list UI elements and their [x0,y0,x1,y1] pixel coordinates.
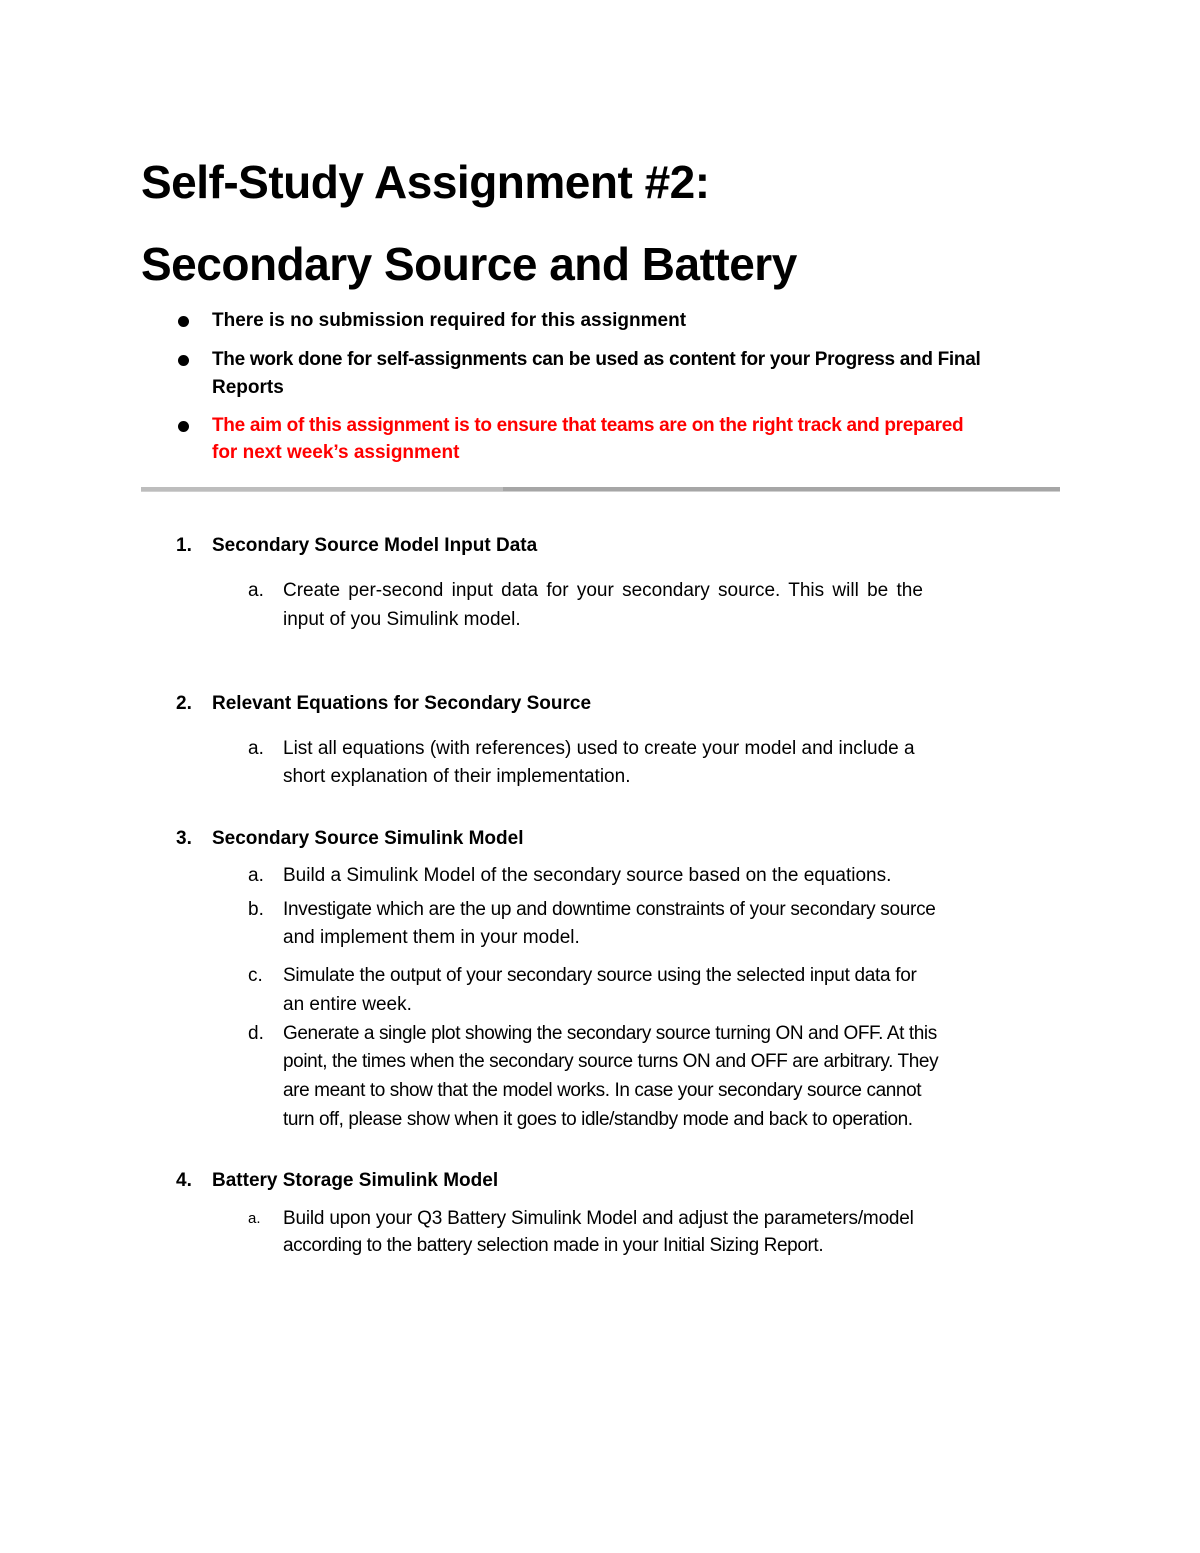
item-letter: d. [248,1023,264,1044]
section-number: 4. [176,1170,192,1191]
item-letter: a. [248,580,264,601]
item-text: according to the battery selection made in your Initial Sizing Report. [283,1235,824,1256]
item-text: and implement them in your model. [283,927,580,948]
item-text: Generate a single plot showing the secondary source turning ON and OFF. At this [283,1023,937,1044]
item-text: Create per-second input data for your secondary source. This will be the [283,580,923,601]
bullet-icon [178,355,189,366]
bullet-text: There is no submission required for this assignment [212,310,687,331]
item-text: turn off, please show when it goes to idle/standby mode and back to operation. [283,1109,913,1130]
item-text: Build a Simulink Model of the secondary source based on the equations. [283,865,892,886]
item-text: point, the times when the secondary source turns ON and OFF are arbitrary. They [283,1051,939,1072]
section-heading: Secondary Source Simulink Model [212,828,524,849]
item-letter: b. [248,899,264,920]
item-letter: a. [248,738,264,759]
item-text: are meant to show that the model works. In case your secondary source cannot [283,1080,922,1101]
section-heading: Secondary Source Model Input Data [212,535,538,556]
item-text: Simulate the output of your secondary source using the selected input data for [283,965,917,986]
bullet-icon [178,421,189,432]
bullet-text: The work done for self-assignments can be used as content for your Progress and Final [212,349,981,370]
item-letter: a. [248,1210,261,1227]
document-title-line-2: Secondary Source and Battery [141,238,797,290]
item-text: short explanation of their implementation. [283,766,631,787]
section-heading: Relevant Equations for Secondary Source [212,693,592,714]
item-text: Investigate which are the up and downtime constraints of your secondary source [283,899,936,920]
bullet-icon [178,316,189,327]
section-number: 1. [176,535,192,556]
item-letter: a. [248,865,264,886]
item-text: Build upon your Q3 Battery Simulink Model and adjust the parameters/model [283,1208,914,1229]
bullet-text-highlight: The aim of this assignment is to ensure that teams are on the right track and prepared [212,415,964,436]
section-heading: Battery Storage Simulink Model [212,1170,499,1191]
section-number: 2. [176,693,192,714]
section-number: 3. [176,828,192,849]
bullet-text-highlight: for next week’s assignment [212,442,460,463]
item-text: List all equations (with references) used to create your model and include a [283,738,915,759]
item-text: input of you Simulink model. [283,609,521,630]
document-title-line-1: Self-Study Assignment #2: [141,156,710,208]
item-letter: c. [248,965,263,986]
horizontal-divider-shade [141,487,503,491]
bullet-text: Reports [212,377,284,398]
item-text: an entire week. [283,994,412,1015]
